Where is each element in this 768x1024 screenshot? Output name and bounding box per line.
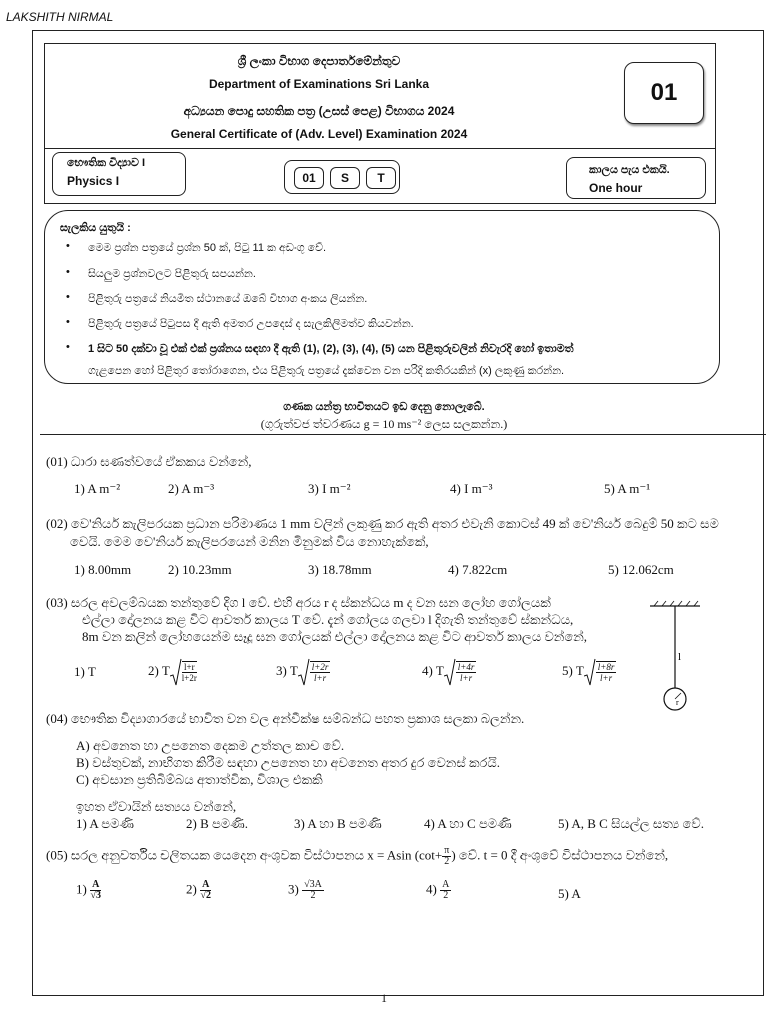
author-name: LAKSHITH NIRMAL <box>6 10 114 24</box>
instruction-bullet: • <box>66 266 70 278</box>
q1-option-4: 4) I m⁻³ <box>450 481 493 496</box>
q5-option-2-num: A <box>202 879 210 890</box>
q1-option-2: 2) A m⁻³ <box>168 481 215 496</box>
q1-stem: (01) ධාරා ඝණත්වයේ ඒකකය වන්නේ, <box>46 454 252 469</box>
q3-stem-line2: එල්ලා දෝලනය කළ විට ආවර්ත කාලය T වේ. දැන් ගෝලය ගලවා l දිගැති තන්තුවේ ස්කන්ධය, <box>82 612 574 627</box>
q3-option-1: 1) T <box>74 664 96 679</box>
q5-option-4-den: 2 <box>443 890 449 901</box>
q2-option-4: 4) 7.822cm <box>448 562 508 577</box>
gravity-notice: (ගුරුත්වජ ත්වරණය g = 10 ms⁻² ලෙස සලකන්න.) <box>260 417 508 431</box>
q1-option-3: 3) I m⁻² <box>308 481 351 496</box>
q3-option-5-label: 5) T <box>562 662 584 678</box>
time-box <box>566 157 706 199</box>
q2-option-5: 5) 12.062cm <box>608 562 674 577</box>
instruction-bullet: • <box>66 240 70 252</box>
q4-option-3: 3) A හා B පමණි <box>294 816 382 831</box>
q5-option-4-num: A <box>442 879 450 890</box>
sqrt-sign-icon <box>298 658 310 686</box>
q5-two: 2 <box>444 856 450 867</box>
q3-option-2-den: l+2r <box>181 673 197 683</box>
instruction-bullet: • <box>66 316 70 328</box>
instruction-item: සියලුම ප්‍රශ්නවලට පිළිතුරු සපයන්න. <box>88 268 256 280</box>
q5-option-1-den: √3 <box>90 890 101 901</box>
instruction-item: 1 සිට 50 දක්වා වූ එක් එක් ප්‍රශ්නය සඳහා දී ඇති (1), (2), (3), (4), (5) යන පිළිතුරුවලින් නිවැරදි හෝ ඉතාමත් <box>88 343 574 355</box>
q4-option-2: 2) B පමණි. <box>186 816 248 831</box>
instruction-item: පිළිතුරු පත්‍රයේ පිටුපස දී ඇති අමතර උපදෙස් ද සැලකිලිමත්ව කියවන්න. <box>88 318 414 330</box>
q5-option-2-den: √2 <box>200 890 211 901</box>
q4-statement-c: C) අවසාන ප්‍රතිබිම්බය අතාත්වික, විශාල එකකි <box>76 772 323 787</box>
section-divider <box>40 434 766 435</box>
subject-code-1: 01 <box>294 167 324 189</box>
q3-option-4-num: l+4r <box>457 662 475 672</box>
q3-stem-line3: 8m වන කලින් ලෝහයෙන්ම සෑදූ ඝන ගෝලයක් එල්ලා දෝලනය කළ විට ආවර්ත කාලය වන්නේ, <box>82 629 588 644</box>
radius-label: r <box>676 698 679 707</box>
q3-option-5 <box>562 658 616 686</box>
calculator-notice: ගණක යන්ත්‍ර භාවිතයට ඉඩ දෙනු නොලැබේ. <box>283 401 485 413</box>
q1-option-1: 1) A m⁻² <box>74 481 121 496</box>
q5-option-1-num: A <box>92 879 100 890</box>
q4-statement-b: B) වස්තුවක්, නාභිගත කිරීම සඳහා උපනෙත හා අවනෙත අතර දුර වෙනස් කරයි. <box>76 755 500 770</box>
instruction-item: මෙම ප්‍රශ්න පත්‍රයේ ප්‍රශ්න 50 ක්, පිටු 11 ක අඩංගු වේ. <box>88 242 327 254</box>
paper-code-box: 01 <box>624 62 704 124</box>
exam-english: General Certificate of (Adv. Level) Examination 2024 <box>170 127 468 141</box>
q3-option-4-label: 4) T <box>422 662 444 678</box>
q4-statement-a: A) අවනෙත හා උපනෙත දෙකම උත්තල කාච වේ. <box>76 738 345 753</box>
dept-english: Department of Examinations Sri Lanka <box>208 77 430 91</box>
instruction-bullet: • <box>66 291 70 303</box>
support-hatching <box>654 601 698 606</box>
subject-code-3: T <box>366 167 396 189</box>
dept-sinhala: ශ්‍රී ලංකා විභාග දෙපාර්තමේන්තුව <box>237 54 401 68</box>
sqrt-sign-icon <box>584 658 596 686</box>
subject-sinhala: භෞතික විද්‍යාව I <box>67 157 146 169</box>
pendulum-diagram <box>646 598 706 714</box>
instruction-item: පිළිතුරු පත්‍රයේ නියමිත ස්ථානයේ ඔබේ විභාග අංකය ලියන්න. <box>88 293 368 305</box>
q3-option-4 <box>422 658 476 686</box>
q4-stem: (04) භෞතික විද්‍යාගාරයේ භාවිත වන වල අන්වීක්ෂ සම්බන්ධ පහත ප්‍රකාශ සලකා බලන්න. <box>46 711 525 726</box>
subject-code-2: S <box>330 167 360 189</box>
exam-sinhala: අධ්‍යයන පොදු සහතික පත්‍ර (උසස් පෙළ) විභාගය 2024 <box>183 104 455 118</box>
subject-box <box>52 152 186 196</box>
q2-option-2: 2) 10.23mm <box>168 562 232 577</box>
q4-option-1: 1) A පමණි <box>76 816 135 831</box>
q3-option-5-den: l+r <box>600 673 613 683</box>
q5-option-5: 5) A <box>558 886 581 901</box>
q5-pi: π <box>444 845 450 856</box>
q2-option-1: 1) 8.00mm <box>74 562 132 577</box>
sqrt-sign-icon <box>170 658 182 686</box>
q5-option-1 <box>76 880 101 901</box>
q3-option-4-den: l+r <box>460 673 473 683</box>
length-label: l <box>678 651 682 663</box>
q4-option-5: 5) A, B C සියල්ල සත්‍ය වේ. <box>558 816 704 831</box>
q5-option-2 <box>186 880 211 901</box>
q3-option-2 <box>148 658 197 686</box>
subject-code-box <box>284 160 400 194</box>
q5-option-3-num: √3A <box>304 879 322 890</box>
q3-option-3-label: 3) T <box>276 662 298 678</box>
q5-stem-part-a: (05) සරල අනුවර්තිය චලිතයක යෙදෙන අංශුවක විස්ථාපනය x = Asin (cot+ <box>46 847 443 863</box>
q4-option-4: 4) A හා C පමණි <box>424 816 512 831</box>
page-number: 1 <box>381 991 387 1005</box>
q3-stem-line1: (03) සරල අවලම්බයක තන්තුවේ දිග l වේ. එහි අරය r ද ස්කන්ධය m ද වන ඝන ලෝහ ගෝලයක් <box>46 595 551 610</box>
q3-option-2-num: l+r <box>182 662 197 673</box>
sqrt-sign-icon <box>444 658 456 686</box>
subject-english: Physics I <box>67 174 120 188</box>
q5-stem <box>46 846 668 867</box>
q5-option-1-label: 1) <box>76 881 87 897</box>
q5-option-4 <box>426 880 451 901</box>
time-sinhala: කාලය පැය එකයි. <box>589 164 670 176</box>
q1-option-5: 5) A m⁻¹ <box>604 481 651 496</box>
time-english: One hour <box>589 181 643 195</box>
q5-option-3-label: 3) <box>288 881 299 897</box>
header-divider <box>44 148 716 149</box>
q5-option-3-den: 2 <box>310 890 316 901</box>
q3-option-2-label: 2) T <box>148 662 170 678</box>
q3-option-3-num: l+2r <box>311 662 329 672</box>
q3-option-3 <box>276 658 330 686</box>
q3-option-3-den: l+r <box>314 673 327 683</box>
instruction-item-continued: ගැළපෙන හෝ පිළිතුර තෝරාගෙන, එය පිළිතුරු පත්‍රයේ දැක්වෙන වන පරිදි කතිරයකින් (x) ලකුණු කරන්න. <box>88 365 565 377</box>
q3-option-5-num: l+8r <box>597 662 615 672</box>
q2-option-3: 3) 18.78mm <box>308 562 372 577</box>
q5-option-2-label: 2) <box>186 881 197 897</box>
q5-option-4-label: 4) <box>426 881 437 897</box>
q2-stem-line1: (02) වෙ'නියර් කැලිපරයක ප්‍රධාන පරිමාණය 1 mm වලින් ලකුණු කර ඇති අතර එවැනි කොටස් 49 ක් වෙ'නියර් බෙදුම් 50 කට සම <box>46 516 719 531</box>
instruction-bullet: • <box>66 341 70 353</box>
q5-stem-part-b: ) වේ. t = 0 දී අංශුවේ විස්ථාපනය වන්නේ, <box>451 847 669 863</box>
q4-prompt: ඉහත ඒවායින් සත්‍යය වන්නේ, <box>76 799 237 814</box>
q5-option-3 <box>288 880 324 901</box>
instructions-title: සැලකිය යුතුයි : <box>60 222 131 234</box>
q2-stem-line2: වෙයි. මෙම වෙ'නියර් කැලිපරයෙන් මනින මිනුමක් විය නොහැක්කේ, <box>70 534 429 549</box>
